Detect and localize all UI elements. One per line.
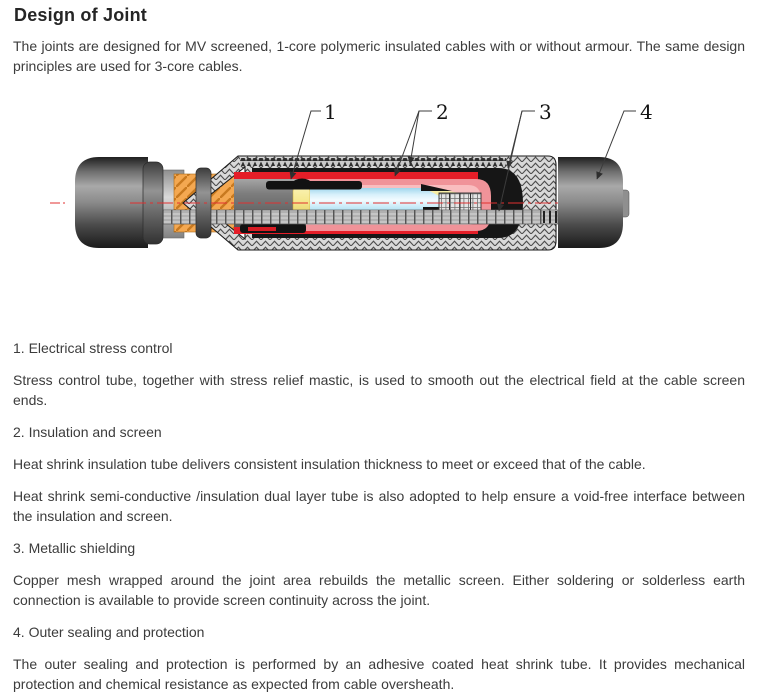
cable-insulation-blue	[310, 188, 447, 210]
section-2-heading: 2. Insulation and screen	[13, 424, 162, 440]
intro-paragraph: The joints are designed for MV screened, 1-core polymeric insulated cables with or without armour. The same design principles are used for 3-core cables.	[13, 38, 745, 74]
joint-description-sections	[13, 338, 745, 699]
page-title: Design of Joint	[14, 5, 147, 25]
section-1-paragraph-1: Stress control tube, together with stress relief mastic, is used to smooth out the electrical field at the cable screen ends.	[13, 372, 745, 408]
callout-number-4: 4	[640, 100, 653, 124]
section-1-heading: 1. Electrical stress control	[13, 340, 173, 356]
callout-number-3: 3	[539, 100, 552, 124]
stress-control-tube-top	[266, 181, 362, 190]
mesh-serrated-edge	[240, 158, 506, 166]
section-2-paragraph-1: Heat shrink insulation tube delivers consistent insulation thickness to meet or exceed that of the cable.	[13, 456, 646, 472]
red-edge-bottom	[248, 227, 276, 231]
section-3-paragraph-1: Copper mesh wrapped around the joint area rebuilds the metallic screen. Either soldering or solderless earth connection is available to provide screen continuity across the joint.	[13, 572, 745, 608]
callout-number-2: 2	[436, 100, 449, 124]
callout-number-1: 1	[324, 100, 337, 124]
stress-control-bump	[293, 179, 311, 188]
section-4-heading: 4. Outer sealing and protection	[13, 624, 205, 640]
section-2-paragraph-2: Heat shrink semi-conductive /insulation dual layer tube is also adopted to help ensure a void-free interface between the insulation and screen.	[13, 488, 745, 524]
section-3-heading: 3. Metallic shielding	[13, 540, 136, 556]
joint-cross-section-diagram	[0, 98, 757, 268]
section-4-paragraph-1: The outer sealing and protection is performed by an adhesive coated heat shrink tube. It provides mechanical protection and chemical resistance as expected from cable oversheath.	[13, 656, 745, 692]
cable-oversheath-right	[558, 157, 623, 248]
